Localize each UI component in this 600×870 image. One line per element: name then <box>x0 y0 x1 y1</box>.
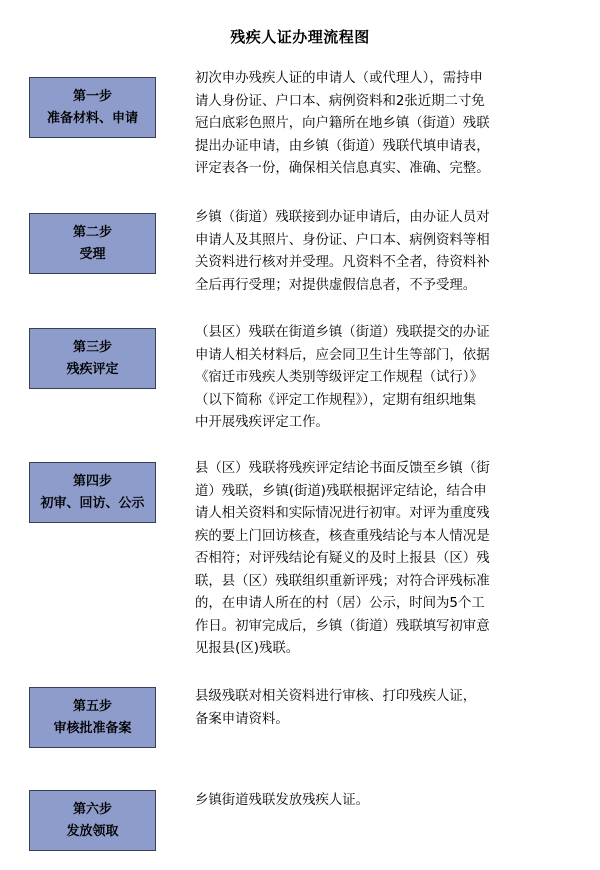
step-2-description <box>195 207 555 297</box>
step-3-name: 残疾评定 <box>66 361 119 377</box>
step-1-line: 请人身份证、户口本、病例资料和2张近期二寸免 <box>195 93 485 109</box>
step-4-name: 初审、回访、公示 <box>40 495 145 511</box>
step-4-line: 道）残联，乡镇(街道)残联根据评定结论，结合申 <box>195 483 487 499</box>
step-6-number: 第六步 <box>72 801 112 817</box>
step-3-box <box>29 328 156 389</box>
step-1-box <box>29 77 156 138</box>
step-4-line: 否相符；对评残结论有疑义的及时上报县（区）残 <box>195 551 490 566</box>
step-5-description <box>195 686 555 731</box>
step-3-number: 第三步 <box>72 339 112 355</box>
step-3-line: 《宿迁市残疾人类别等级评定工作规程（试行）》 <box>195 370 483 385</box>
step-4-line: 县（区）残联将残疾评定结论书面反馈至乡镇（街 <box>195 461 490 476</box>
step-2-box <box>29 213 156 274</box>
step-4-description <box>195 458 555 661</box>
page-title: 残疾人证办理流程图 <box>230 28 370 46</box>
step-2-number: 第二步 <box>72 224 112 240</box>
step-6-box <box>29 790 156 851</box>
step-4-line: 疾的要上门回访核查，核查重残结论与本人情况是 <box>195 528 490 544</box>
step-1-name: 准备材料、申请 <box>46 110 138 126</box>
step-3-line: 申请人相关材料后，应会同卫生计生等部门，依据 <box>195 347 490 363</box>
step-5-box <box>29 687 156 748</box>
step-2-line: 乡镇（街道）残联接到办证申请后，由办证人员对 <box>195 210 490 225</box>
step-3-line: （以下简称《评定工作规程》），定期有组织地集 <box>195 392 477 408</box>
step-5-name: 审核批准备案 <box>53 720 132 736</box>
step-6-description <box>195 790 555 813</box>
step-1-description <box>195 68 555 181</box>
step-4-line: 请人相关资料和实际情况进行初审。对评为重度残 <box>195 506 490 521</box>
step-5-line: 县级残联对相关资料进行审核、打印残疾人证， <box>195 689 477 704</box>
step-1-line: 提出办证申请，由乡镇（街道）残联代填申请表， <box>195 138 490 154</box>
step-1-number: 第一步 <box>72 88 112 104</box>
step-4-line: 作日。初审完成后，乡镇（街道）残联填写初审意 <box>195 618 490 634</box>
step-4-line: 的，在申请人所在的村（居）公示，时间为5个工 <box>195 596 485 611</box>
step-2-name: 受理 <box>79 246 106 262</box>
step-2-line: 关资料进行核对并受理。凡资料不全者，待资料补 <box>195 255 490 270</box>
step-5-line: 备案申请资料。 <box>195 711 289 727</box>
step-4-line: 见报县(区)残联。 <box>195 641 300 656</box>
step-3-line: （县区）残联在街道乡镇（街道）残联提交的办证 <box>195 325 490 340</box>
step-3-line: 中开展残疾评定工作。 <box>195 415 329 430</box>
step-2-line: 申请人及其照片、身份证、户口本、病例资料等相 <box>195 232 490 248</box>
step-1-line: 冠白底彩色照片，向户籍所在地乡镇（街道）残联 <box>195 116 490 131</box>
step-1-line: 评定表各一份，确保相关信息真实、准确、完整。 <box>195 161 490 176</box>
step-5-number: 第五步 <box>72 698 112 714</box>
step-3-description <box>195 322 555 435</box>
step-2-line: 全后再行受理；对提供虚假信息者，不予受理。 <box>195 277 477 293</box>
step-6-line: 乡镇街道残联发放残疾人证。 <box>195 793 370 808</box>
step-1-line: 初次申办残疾人证的申请人（或代理人），需持申 <box>195 71 483 86</box>
step-4-number: 第四步 <box>72 473 112 489</box>
step-6-name: 发放领取 <box>66 823 119 839</box>
step-4-box <box>29 462 156 523</box>
step-4-line: 联，县（区）残联组织重新评残；对符合评残标准 <box>195 573 490 589</box>
